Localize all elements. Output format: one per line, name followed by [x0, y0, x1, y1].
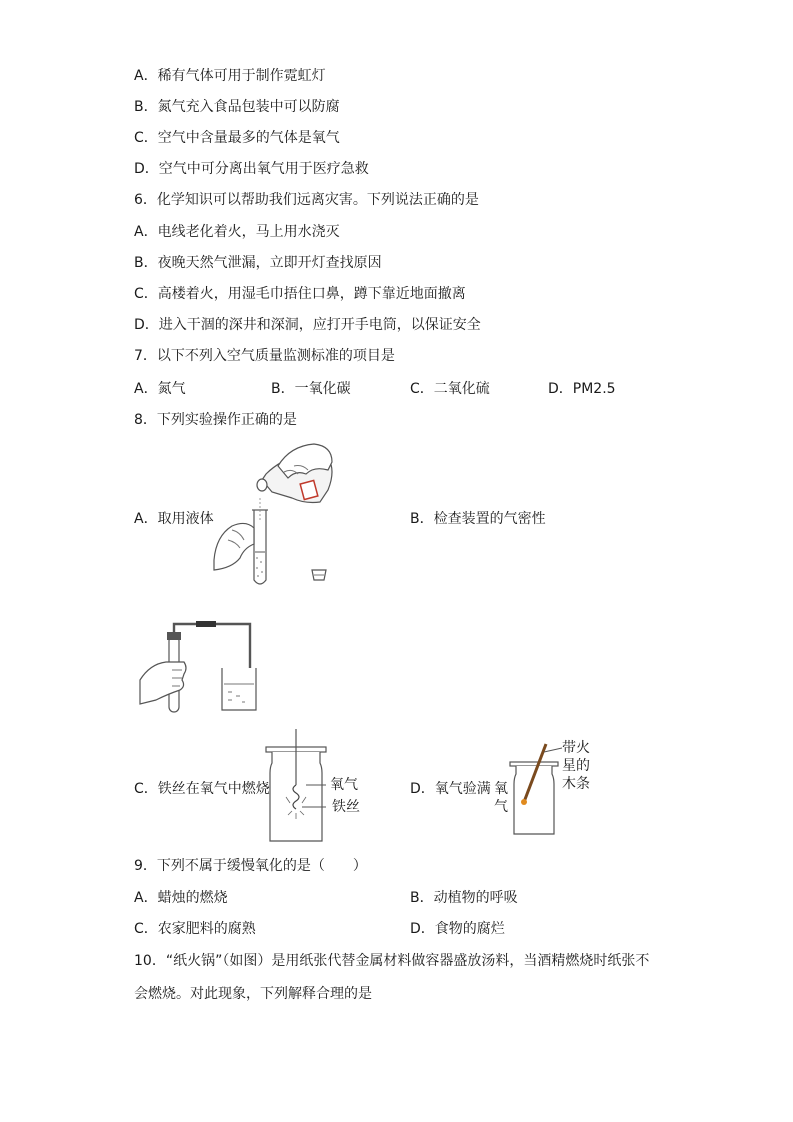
q5-option-b: B．氮气充入食品包装中可以防腐	[134, 99, 340, 115]
rubber-connector-icon	[196, 621, 216, 627]
airtightness-check-figure	[136, 618, 266, 718]
q9-option-d: D．食物的腐烂	[410, 921, 505, 937]
q5-option-c: C．空气中含量最多的气体是氧气	[134, 130, 340, 146]
q6-option-d: D．进入干涸的深井和深洞，应打开手电筒，以保证安全	[134, 317, 481, 333]
label-iron-wire: 铁丝	[332, 799, 360, 815]
q8-option-d: D．氧气验满	[410, 781, 491, 797]
q7-option-d: D．PM2.5	[548, 381, 616, 397]
q7-option-b: B．一氧化碳	[271, 381, 351, 397]
q6-option-b: B．夜晚天然气泄漏，立即开灯查找原因	[134, 255, 382, 271]
q8-stem: 8．下列实验操作正确的是	[134, 412, 297, 428]
q6-option-c: C．高楼着火，用湿毛巾捂住口鼻，蹲下靠近地面撤离	[134, 286, 466, 302]
stopper-icon	[167, 632, 181, 640]
beaker-icon	[222, 668, 256, 710]
q6-option-a: A．电线老化着火，马上用水浇灭	[134, 224, 340, 240]
q8-option-d-oxygen-1: 氧	[494, 781, 508, 797]
q8-option-d-oxygen-2: 气	[494, 799, 508, 815]
glowing-ember-icon	[521, 799, 527, 805]
q10-stem-line1: 10．“纸火锅”（如图）是用纸张代替金属材料做容器盛放汤料，当酒精燃烧时纸张不	[134, 953, 650, 969]
q5-option-d: D．空气中可分离出氧气用于医疗急救	[134, 161, 369, 177]
q10-stem-line2: 会燃烧。对此现象，下列解释合理的是	[134, 986, 372, 1002]
label-glowing-1: 带火	[562, 740, 590, 756]
q9-stem: 9．下列不属于缓慢氧化的是（ ）	[134, 858, 367, 874]
q5-option-a: A．稀有气体可用于制作霓虹灯	[134, 68, 326, 84]
label-wooden-splint: 木条	[562, 776, 590, 792]
q7-option-c: C．二氧化硫	[410, 381, 490, 397]
label-glowing-2: 星的	[562, 758, 590, 774]
q8-option-b: B．检查装置的气密性	[410, 511, 546, 527]
oxygen-test-figure	[506, 742, 564, 838]
q7-option-a: A．氮气	[134, 381, 186, 397]
q8-option-a: A．取用液体	[134, 511, 214, 527]
pouring-liquid-figure	[210, 440, 340, 590]
q8-option-c: C．铁丝在氧气中燃烧	[134, 781, 270, 797]
q6-stem: 6．化学知识可以帮助我们远离灾害。下列说法正确的是	[134, 192, 479, 208]
q9-option-b: B．动植物的呼吸	[410, 890, 518, 906]
label-oxygen: 氧气	[330, 777, 358, 793]
q9-option-a: A．蜡烛的燃烧	[134, 890, 228, 906]
iron-wire-burning-figure	[262, 727, 330, 845]
q7-stem: 7．以下不列入空气质量监测标准的项目是	[134, 348, 395, 364]
q9-option-c: C．农家肥料的腐熟	[134, 921, 256, 937]
